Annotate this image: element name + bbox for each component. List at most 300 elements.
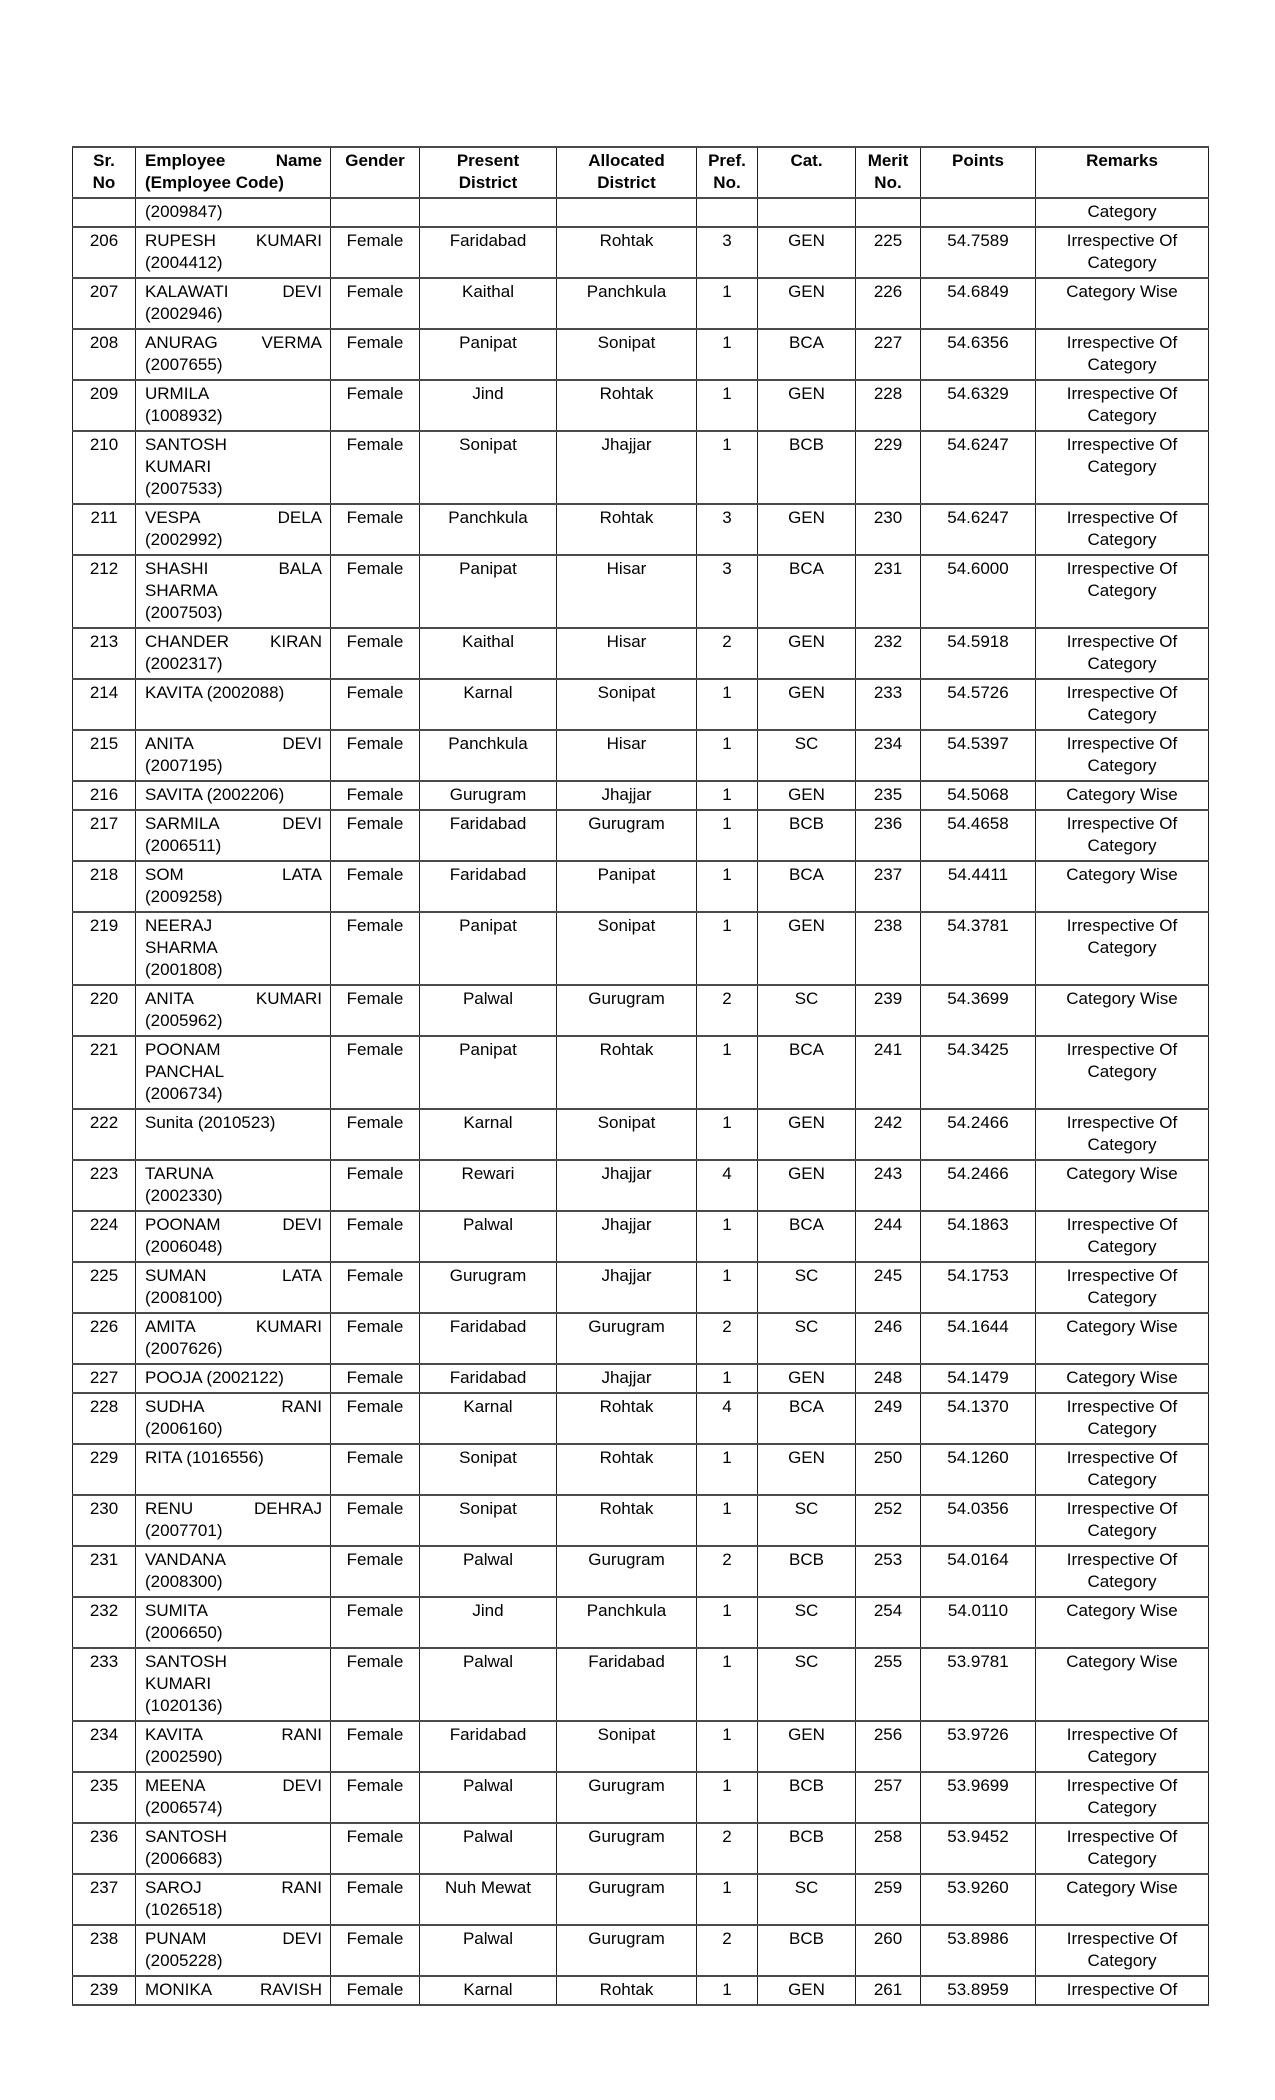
cell-name: [136, 1823, 331, 1874]
cell-gender: Female: [331, 781, 420, 810]
cell-gender: Female: [331, 861, 420, 912]
table-row: [73, 1925, 1209, 1976]
table-header: [73, 147, 1209, 198]
cell-points: 53.8959: [921, 1976, 1036, 2005]
cell-sr_no: 211: [73, 504, 136, 555]
name-line: RENU DEHRAJ: [145, 1499, 322, 1518]
cell-allocated_district: Sonipat: [557, 679, 697, 730]
cell-sr_no: 229: [73, 1444, 136, 1495]
table-row: [73, 781, 1209, 810]
cell-pref_no: 1: [697, 380, 758, 431]
cell-remarks: Irrespective Of Category: [1036, 329, 1209, 380]
cell-pref_no: 4: [697, 1393, 758, 1444]
cell-gender: [331, 198, 420, 227]
cell-points: 54.2466: [921, 1109, 1036, 1160]
cell-merit_no: 249: [856, 1393, 921, 1444]
cell-name: [136, 810, 331, 861]
cell-merit_no: 253: [856, 1546, 921, 1597]
name-line: (2004412): [145, 253, 223, 272]
cell-points: 53.9699: [921, 1772, 1036, 1823]
name-line: (2006160): [145, 1419, 223, 1438]
header-line: No: [92, 173, 116, 192]
cell-cat: BCB: [758, 431, 856, 504]
cell-sr_no: 207: [73, 278, 136, 329]
cell-name: [136, 628, 331, 679]
name-line: SUMITA: [145, 1601, 208, 1620]
cell-merit_no: 227: [856, 329, 921, 380]
col-header-gender: [331, 147, 420, 198]
table-row: [73, 861, 1209, 912]
cell-name: [136, 198, 331, 227]
cell-cat: GEN: [758, 227, 856, 278]
cell-cat: GEN: [758, 1160, 856, 1211]
cell-gender: Female: [331, 1393, 420, 1444]
cell-remarks: Category Wise: [1036, 861, 1209, 912]
cell-allocated_district: Rohtak: [557, 380, 697, 431]
cell-sr_no: 223: [73, 1160, 136, 1211]
cell-allocated_district: Rohtak: [557, 227, 697, 278]
cell-merit_no: 230: [856, 504, 921, 555]
cell-present_district: Palwal: [420, 1648, 557, 1721]
cell-pref_no: 1: [697, 679, 758, 730]
cell-gender: Female: [331, 1495, 420, 1546]
cell-merit_no: 254: [856, 1597, 921, 1648]
table-row: [73, 810, 1209, 861]
cell-allocated_district: Sonipat: [557, 1721, 697, 1772]
cell-allocated_district: Jhajjar: [557, 1364, 697, 1393]
cell-pref_no: 1: [697, 1262, 758, 1313]
cell-present_district: Rewari: [420, 1160, 557, 1211]
cell-cat: BCB: [758, 1772, 856, 1823]
cell-points: 54.7589: [921, 227, 1036, 278]
name-line: VANDANA: [145, 1550, 226, 1569]
cell-points: 54.6247: [921, 431, 1036, 504]
cell-sr_no: 238: [73, 1925, 136, 1976]
name-line: (2006650): [145, 1623, 223, 1642]
cell-present_district: Karnal: [420, 679, 557, 730]
cell-points: 54.0110: [921, 1597, 1036, 1648]
cell-gender: Female: [331, 1444, 420, 1495]
cell-name: [136, 431, 331, 504]
header-line: District: [597, 173, 656, 192]
name-line: PUNAM DEVI: [145, 1929, 322, 1948]
cell-remarks: Category: [1036, 198, 1209, 227]
cell-present_district: Kaithal: [420, 628, 557, 679]
cell-gender: Female: [331, 1823, 420, 1874]
cell-points: 54.5397: [921, 730, 1036, 781]
cell-allocated_district: Gurugram: [557, 1546, 697, 1597]
cell-points: 54.1753: [921, 1262, 1036, 1313]
cell-name: [136, 985, 331, 1036]
table-row: [73, 679, 1209, 730]
cell-sr_no: 220: [73, 985, 136, 1036]
cell-remarks: Irrespective Of Category: [1036, 730, 1209, 781]
cell-present_district: Palwal: [420, 1211, 557, 1262]
cell-present_district: Sonipat: [420, 1444, 557, 1495]
cell-remarks: Irrespective Of Category: [1036, 431, 1209, 504]
cell-points: 53.9452: [921, 1823, 1036, 1874]
name-line: SANTOSH: [145, 1827, 227, 1846]
cell-remarks: Irrespective Of Category: [1036, 1721, 1209, 1772]
name-line: Sunita (2010523): [145, 1113, 276, 1132]
name-line: PANCHAL: [145, 1062, 225, 1081]
table-row: [73, 1721, 1209, 1772]
cell-gender: Female: [331, 1036, 420, 1109]
cell-sr_no: 209: [73, 380, 136, 431]
name-line: (2006683): [145, 1849, 223, 1868]
cell-points: 54.3699: [921, 985, 1036, 1036]
table-row: [73, 198, 1209, 227]
cell-cat: GEN: [758, 1364, 856, 1393]
cell-sr_no: 221: [73, 1036, 136, 1109]
cell-pref_no: 1: [697, 1648, 758, 1721]
cell-points: 54.3781: [921, 912, 1036, 985]
name-line: RITA (1016556): [145, 1448, 264, 1467]
cell-cat: SC: [758, 730, 856, 781]
cell-sr_no: 210: [73, 431, 136, 504]
cell-present_district: [420, 198, 557, 227]
cell-allocated_district: [557, 198, 697, 227]
cell-remarks: Irrespective Of Category: [1036, 380, 1209, 431]
cell-gender: Female: [331, 1211, 420, 1262]
cell-allocated_district: Gurugram: [557, 985, 697, 1036]
cell-points: 54.4658: [921, 810, 1036, 861]
cell-name: [136, 1648, 331, 1721]
cell-remarks: Irrespective Of Category: [1036, 1925, 1209, 1976]
cell-remarks: Category Wise: [1036, 1160, 1209, 1211]
cell-merit_no: 244: [856, 1211, 921, 1262]
name-line: POONAM DEVI: [145, 1215, 322, 1234]
name-line: (2007533): [145, 479, 223, 498]
cell-name: [136, 555, 331, 628]
cell-present_district: Faridabad: [420, 861, 557, 912]
cell-present_district: Gurugram: [420, 781, 557, 810]
cell-cat: BCA: [758, 555, 856, 628]
cell-pref_no: 3: [697, 504, 758, 555]
cell-remarks: Category Wise: [1036, 1364, 1209, 1393]
name-line: (2002946): [145, 304, 223, 323]
cell-gender: Female: [331, 278, 420, 329]
cell-allocated_district: Gurugram: [557, 1874, 697, 1925]
name-line: TARUNA: [145, 1164, 214, 1183]
name-line: SHARMA: [145, 581, 218, 600]
cell-name: [136, 1721, 331, 1772]
cell-allocated_district: Rohtak: [557, 1495, 697, 1546]
cell-pref_no: 1: [697, 861, 758, 912]
cell-pref_no: 1: [697, 1495, 758, 1546]
cell-present_district: Nuh Mewat: [420, 1874, 557, 1925]
cell-allocated_district: Faridabad: [557, 1648, 697, 1721]
cell-sr_no: 232: [73, 1597, 136, 1648]
col-header-sr_no: [73, 147, 136, 198]
name-line: (2009258): [145, 887, 223, 906]
cell-points: 54.6356: [921, 329, 1036, 380]
name-line: (2006574): [145, 1798, 223, 1817]
cell-gender: Female: [331, 1313, 420, 1364]
table-row: [73, 431, 1209, 504]
cell-present_district: Panipat: [420, 329, 557, 380]
cell-points: [921, 198, 1036, 227]
cell-points: 54.6849: [921, 278, 1036, 329]
cell-points: 53.9726: [921, 1721, 1036, 1772]
cell-allocated_district: Rohtak: [557, 1976, 697, 2005]
name-line: (2009847): [145, 202, 223, 221]
cell-name: [136, 1874, 331, 1925]
cell-name: [136, 1444, 331, 1495]
cell-name: [136, 1262, 331, 1313]
cell-name: [136, 1976, 331, 2005]
name-line: (2007503): [145, 603, 223, 622]
cell-merit_no: 259: [856, 1874, 921, 1925]
cell-gender: Female: [331, 810, 420, 861]
cell-allocated_district: Jhajjar: [557, 1211, 697, 1262]
cell-remarks: Category Wise: [1036, 781, 1209, 810]
cell-name: [136, 1772, 331, 1823]
cell-pref_no: 2: [697, 985, 758, 1036]
cell-points: 54.0164: [921, 1546, 1036, 1597]
cell-allocated_district: Hisar: [557, 628, 697, 679]
cell-cat: SC: [758, 1495, 856, 1546]
cell-points: 54.2466: [921, 1160, 1036, 1211]
cell-merit_no: 232: [856, 628, 921, 679]
col-header-present_district: [420, 147, 557, 198]
name-line: POOJA (2002122): [145, 1368, 284, 1387]
cell-present_district: Karnal: [420, 1393, 557, 1444]
table-row: [73, 730, 1209, 781]
name-line: RUPESH KUMARI: [145, 231, 322, 250]
cell-sr_no: [73, 198, 136, 227]
cell-cat: GEN: [758, 679, 856, 730]
cell-merit_no: 260: [856, 1925, 921, 1976]
table-row: [73, 380, 1209, 431]
cell-cat: GEN: [758, 912, 856, 985]
name-line: ANITA DEVI: [145, 734, 322, 753]
col-header-name: [136, 147, 331, 198]
cell-name: [136, 278, 331, 329]
header-line: Remarks: [1086, 151, 1158, 170]
cell-gender: Female: [331, 227, 420, 278]
table-row: [73, 985, 1209, 1036]
cell-gender: Female: [331, 912, 420, 985]
cell-pref_no: 1: [697, 810, 758, 861]
col-header-pref_no: [697, 147, 758, 198]
cell-gender: Female: [331, 1721, 420, 1772]
name-line: (2001808): [145, 960, 223, 979]
table-row: [73, 628, 1209, 679]
cell-name: [136, 1211, 331, 1262]
cell-name: [136, 1597, 331, 1648]
cell-sr_no: 233: [73, 1648, 136, 1721]
cell-gender: Female: [331, 1262, 420, 1313]
cell-cat: SC: [758, 1874, 856, 1925]
cell-merit_no: 241: [856, 1036, 921, 1109]
cell-points: 54.5726: [921, 679, 1036, 730]
cell-merit_no: 248: [856, 1364, 921, 1393]
cell-points: 54.0356: [921, 1495, 1036, 1546]
table-row: [73, 329, 1209, 380]
cell-remarks: Irrespective Of Category: [1036, 1262, 1209, 1313]
name-line: KAVITA (2002088): [145, 683, 285, 702]
cell-remarks: Irrespective Of Category: [1036, 628, 1209, 679]
cell-cat: GEN: [758, 1109, 856, 1160]
cell-sr_no: 224: [73, 1211, 136, 1262]
cell-cat: SC: [758, 1597, 856, 1648]
name-line: (2008300): [145, 1572, 223, 1591]
cell-sr_no: 230: [73, 1495, 136, 1546]
cell-present_district: Panipat: [420, 912, 557, 985]
cell-gender: Female: [331, 1546, 420, 1597]
cell-gender: Female: [331, 1160, 420, 1211]
table-row: [73, 1211, 1209, 1262]
cell-remarks: Irrespective Of: [1036, 1976, 1209, 2005]
cell-merit_no: 229: [856, 431, 921, 504]
table-row: [73, 227, 1209, 278]
cell-sr_no: 237: [73, 1874, 136, 1925]
cell-allocated_district: Gurugram: [557, 1925, 697, 1976]
cell-cat: GEN: [758, 504, 856, 555]
name-line: (2007701): [145, 1521, 223, 1540]
table-row: [73, 555, 1209, 628]
header-line: Cat.: [790, 151, 823, 170]
table-row: [73, 1444, 1209, 1495]
table-row: [73, 1597, 1209, 1648]
cell-merit_no: 246: [856, 1313, 921, 1364]
cell-present_district: Palwal: [420, 1772, 557, 1823]
cell-present_district: Jind: [420, 1597, 557, 1648]
name-line: (2006734): [145, 1084, 223, 1103]
cell-allocated_district: Sonipat: [557, 912, 697, 985]
cell-pref_no: 1: [697, 1772, 758, 1823]
table-row: [73, 912, 1209, 985]
cell-merit_no: 256: [856, 1721, 921, 1772]
cell-remarks: Irrespective Of Category: [1036, 1495, 1209, 1546]
header-line: Gender: [345, 151, 405, 170]
cell-merit_no: 226: [856, 278, 921, 329]
table-row: [73, 1823, 1209, 1874]
cell-merit_no: 255: [856, 1648, 921, 1721]
cell-present_district: Faridabad: [420, 1364, 557, 1393]
cell-merit_no: 257: [856, 1772, 921, 1823]
cell-allocated_district: Gurugram: [557, 1313, 697, 1364]
cell-present_district: Gurugram: [420, 1262, 557, 1313]
cell-cat: GEN: [758, 380, 856, 431]
cell-allocated_district: Rohtak: [557, 504, 697, 555]
name-line: (2007195): [145, 756, 223, 775]
cell-sr_no: 236: [73, 1823, 136, 1874]
cell-present_district: Palwal: [420, 1823, 557, 1874]
cell-remarks: Irrespective Of Category: [1036, 1109, 1209, 1160]
cell-remarks: Irrespective Of Category: [1036, 1444, 1209, 1495]
cell-present_district: Karnal: [420, 1109, 557, 1160]
cell-remarks: Irrespective Of Category: [1036, 1393, 1209, 1444]
cell-allocated_district: Jhajjar: [557, 1262, 697, 1313]
cell-sr_no: 212: [73, 555, 136, 628]
table-row: [73, 1495, 1209, 1546]
cell-name: [136, 1495, 331, 1546]
cell-sr_no: 214: [73, 679, 136, 730]
cell-allocated_district: Jhajjar: [557, 1160, 697, 1211]
header-line: Present: [456, 151, 520, 170]
cell-remarks: Irrespective Of Category: [1036, 1546, 1209, 1597]
cell-name: [136, 227, 331, 278]
cell-allocated_district: Hisar: [557, 730, 697, 781]
cell-gender: Female: [331, 1772, 420, 1823]
name-line: SAVITA (2002206): [145, 785, 285, 804]
name-line: ANURAG VERMA: [145, 333, 322, 352]
cell-merit_no: 236: [856, 810, 921, 861]
cell-merit_no: 238: [856, 912, 921, 985]
cell-allocated_district: Panchkula: [557, 1597, 697, 1648]
cell-allocated_district: Jhajjar: [557, 781, 697, 810]
cell-cat: BCB: [758, 1546, 856, 1597]
name-line: (2007626): [145, 1339, 223, 1358]
cell-merit_no: 245: [856, 1262, 921, 1313]
cell-present_district: Kaithal: [420, 278, 557, 329]
cell-gender: Female: [331, 1976, 420, 2005]
name-line: POONAM: [145, 1040, 221, 1059]
cell-pref_no: 1: [697, 1721, 758, 1772]
cell-remarks: Irrespective Of Category: [1036, 1823, 1209, 1874]
cell-sr_no: 206: [73, 227, 136, 278]
cell-gender: Female: [331, 504, 420, 555]
cell-gender: Female: [331, 329, 420, 380]
cell-remarks: Category Wise: [1036, 985, 1209, 1036]
cell-name: [136, 504, 331, 555]
cell-merit_no: 243: [856, 1160, 921, 1211]
cell-remarks: Category Wise: [1036, 1648, 1209, 1721]
cell-pref_no: 1: [697, 1036, 758, 1109]
cell-gender: Female: [331, 555, 420, 628]
col-header-allocated_district: [557, 147, 697, 198]
name-line: (2002992): [145, 530, 223, 549]
name-line: SHARMA: [145, 938, 218, 957]
cell-name: [136, 380, 331, 431]
cell-cat: GEN: [758, 1721, 856, 1772]
cell-name: [136, 1313, 331, 1364]
cell-sr_no: 225: [73, 1262, 136, 1313]
cell-points: 54.6329: [921, 380, 1036, 431]
table-row: [73, 1364, 1209, 1393]
col-header-cat: [758, 147, 856, 198]
cell-cat: SC: [758, 1262, 856, 1313]
table-row: [73, 504, 1209, 555]
cell-merit_no: 228: [856, 380, 921, 431]
name-line: (2008100): [145, 1288, 223, 1307]
header-line: Employee Name: [145, 151, 322, 170]
cell-name: [136, 861, 331, 912]
cell-cat: BCB: [758, 1823, 856, 1874]
cell-gender: Female: [331, 679, 420, 730]
cell-remarks: Irrespective Of Category: [1036, 810, 1209, 861]
cell-gender: Female: [331, 1597, 420, 1648]
cell-remarks: Irrespective Of Category: [1036, 1036, 1209, 1109]
cell-present_district: Palwal: [420, 1925, 557, 1976]
cell-merit_no: 250: [856, 1444, 921, 1495]
cell-sr_no: 208: [73, 329, 136, 380]
cell-pref_no: 2: [697, 1546, 758, 1597]
name-line: (1008932): [145, 406, 223, 425]
cell-cat: BCA: [758, 1211, 856, 1262]
name-line: SANTOSH: [145, 1652, 227, 1671]
header-line: Merit: [867, 151, 909, 170]
cell-remarks: Category Wise: [1036, 1597, 1209, 1648]
name-line: KUMARI: [145, 1674, 212, 1693]
cell-cat: GEN: [758, 1444, 856, 1495]
cell-gender: Female: [331, 1925, 420, 1976]
name-line: MEENA DEVI: [145, 1776, 322, 1795]
cell-present_district: Palwal: [420, 985, 557, 1036]
cell-present_district: Sonipat: [420, 1495, 557, 1546]
